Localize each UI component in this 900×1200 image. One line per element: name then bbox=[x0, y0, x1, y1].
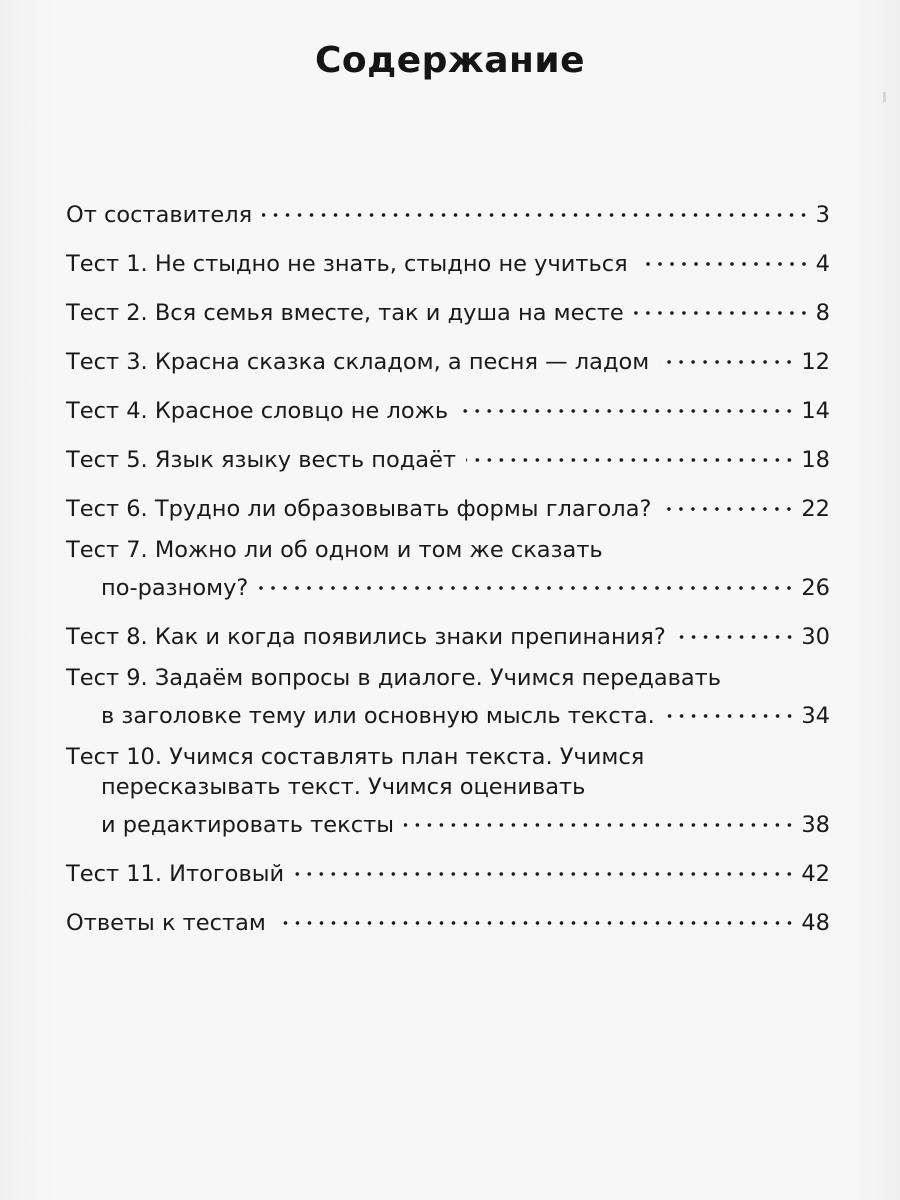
toc-entry-title: Тест 4. Красное словцо не ложь bbox=[66, 398, 449, 424]
toc-entry-page: 22 bbox=[801, 496, 830, 522]
dot-leader bbox=[638, 241, 810, 271]
toc-entry-page: 30 bbox=[801, 624, 830, 650]
page-mark bbox=[883, 92, 886, 102]
dot-leader bbox=[294, 851, 795, 881]
toc-entry-title: От составителя bbox=[66, 202, 253, 228]
dot-leader bbox=[665, 693, 796, 723]
dot-leader bbox=[258, 565, 795, 595]
dot-leader bbox=[661, 486, 795, 516]
toc-entry[interactable] bbox=[66, 339, 830, 377]
dot-leader bbox=[634, 290, 810, 320]
page-title: Содержание bbox=[314, 40, 586, 81]
toc-entry-page: 18 bbox=[801, 447, 830, 473]
dot-leader bbox=[659, 339, 795, 369]
toc-entry[interactable] bbox=[66, 241, 830, 279]
toc-entry-title: Тест 6. Трудно ли образовывать формы глагола? bbox=[66, 496, 652, 522]
dot-leader bbox=[466, 437, 795, 467]
toc-entry-title-continued: и редактировать тексты bbox=[101, 812, 394, 838]
toc-entry-title: Тест 10. Учимся составлять план текста. Учимся bbox=[66, 744, 645, 770]
toc-entry[interactable] bbox=[66, 535, 830, 603]
toc-entry[interactable] bbox=[66, 437, 830, 475]
toc-entry-page: 3 bbox=[815, 202, 830, 228]
toc-entry-page: 4 bbox=[815, 251, 830, 277]
dot-leader bbox=[458, 388, 795, 418]
toc-entry[interactable] bbox=[66, 388, 830, 426]
toc-entry[interactable] bbox=[66, 663, 830, 731]
dot-leader bbox=[262, 192, 810, 222]
toc-entry[interactable] bbox=[66, 742, 830, 840]
toc-entry-page: 42 bbox=[801, 861, 830, 887]
toc-entry-page: 12 bbox=[801, 349, 830, 375]
toc-entry[interactable] bbox=[66, 614, 830, 652]
dot-leader bbox=[404, 802, 795, 832]
toc-entry-title: Ответы к тестам bbox=[66, 910, 266, 936]
toc-entry[interactable] bbox=[66, 290, 830, 328]
toc-entry-title: Тест 7. Можно ли об одном и том же сказать bbox=[66, 537, 603, 563]
toc-entry[interactable] bbox=[66, 192, 830, 230]
toc-entry[interactable] bbox=[66, 851, 830, 889]
toc-entry-page: 48 bbox=[801, 910, 830, 936]
toc-entry-title: Тест 9. Задаём вопросы в диалоге. Учимся передавать bbox=[66, 665, 722, 691]
dot-leader bbox=[676, 614, 796, 644]
toc-entry-title: Тест 8. Как и когда появились знаки препинания? bbox=[66, 624, 666, 650]
toc-entry-page: 34 bbox=[801, 703, 830, 729]
toc-entry-page: 8 bbox=[815, 300, 830, 326]
toc-entry-page: 26 bbox=[801, 575, 830, 601]
toc-entry-title: Тест 1. Не стыдно не знать, стыдно не учиться bbox=[66, 251, 628, 277]
toc-entry[interactable] bbox=[66, 486, 830, 524]
toc-entry-title-continued: пересказывать текст. Учимся оценивать bbox=[101, 774, 586, 800]
toc-entry-title-continued: по-разному? bbox=[101, 575, 249, 601]
toc-entry-page: 14 bbox=[801, 398, 830, 424]
toc-entry-page: 38 bbox=[801, 812, 830, 838]
dot-leader bbox=[276, 900, 795, 930]
toc-entry-title: Тест 3. Красна сказка складом, а песня — ладом bbox=[66, 349, 650, 375]
toc-entry-title-continued: в заголовке тему или основную мысль текста. bbox=[101, 703, 655, 729]
toc-entry-title: Тест 5. Язык языку весть подаёт bbox=[66, 447, 457, 473]
toc-entry-title: Тест 2. Вся семья вместе, так и душа на месте bbox=[66, 300, 624, 326]
toc-entry-title: Тест 11. Итоговый bbox=[66, 861, 285, 887]
toc-entry[interactable] bbox=[66, 900, 830, 938]
table-of-contents bbox=[66, 192, 830, 949]
